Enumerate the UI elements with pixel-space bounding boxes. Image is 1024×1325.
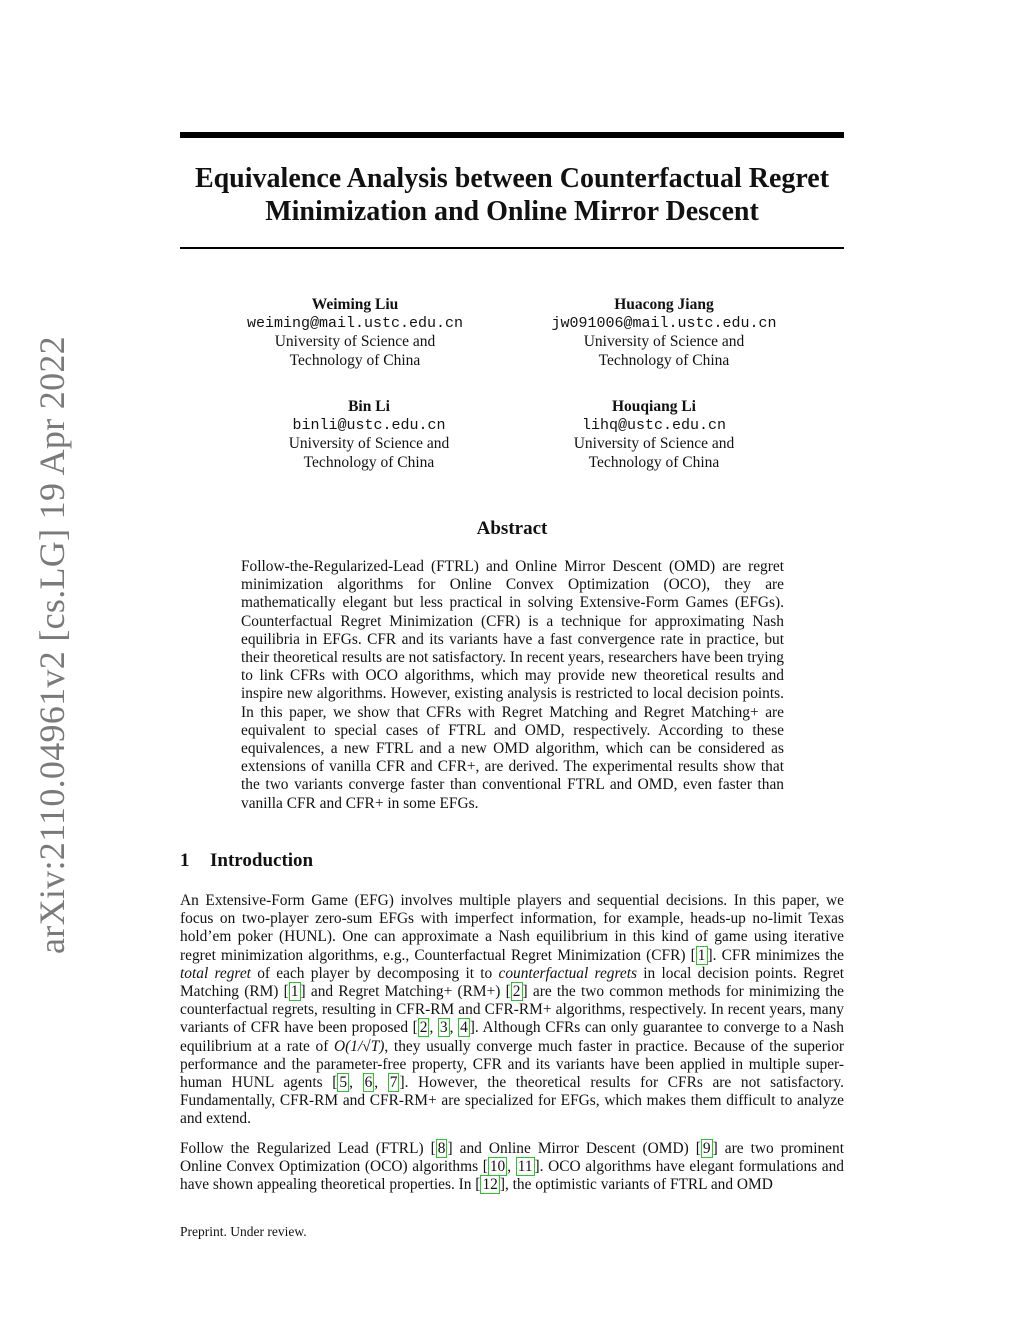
citation-link[interactable]: 7 xyxy=(389,1074,398,1092)
author-name: Houqiang Li xyxy=(612,398,696,415)
author-name: Bin Li xyxy=(348,398,390,415)
intro-paragraph-1: An Extensive-Form Game (EFG) involves multiple players and sequential decisions. In this paper, we focus on two-player zero-sum EFGs with imperfect information, for example, heads-up no-limit Texas hold’em poker (HUNL). One can approximate a Nash equilibrium in this kind of game using iterative regret minimization algorithms, e.g., Counterfactual Regret Minimization (CFR) [ 1 ]. CFR minimizes the total regret of each player by decomposing it to counterfactual regrets in local decision points. Regret Matching (RM) [ 1 ] and Regret Matching+ (RM+) [ 2 ] are the two common methods for minimizing the counterfactual regrets, resulting in CFR-RM and CFR-RM+ algorithms, respectively. In recent years, many variants of CFR have been proposed [ 2 , 3 , 4 ]. Although CFRs can only guarantee to converge to a Nash equilibrium at a rate of O(1/√T), they usually converge much faster in practice. Because of the superior performance and the parameter-free property, CFR and its variants have been applied in multiple super-human HUNL agents [ 5 , 6 , 7 ]. However, the theoretical results for CFRs are not satisfactory. Fundamentally, CFR-RM and CFR-RM+ are specialized for EFGs, which makes them difficult to analyze and extend. xyxy=(180,892,845,1128)
author-affiliation: University of Science and xyxy=(274,333,436,350)
citation-link[interactable]: 11 xyxy=(517,1158,533,1176)
abstract-text: Follow-the-Regularized-Lead (FTRL) and Online Mirror Descent (OMD) are regret minimization algorithms for Online Convex Optimization (OCO), they are mathematically elegant but less practical in solving Extensive-Form Games (EFGs). Counterfactual Regret Minimization (CFR) is a technique for approximating Nash equilibria in EFGs. CFR and its variants have a fast convergence rate in practice, but their theoretical results are not satisfactory. In recent years, researchers have been trying to link CFRs with OCO algorithms, which may provide new theoretical results and inspire new algorithms. However, existing analysis is restricted to local decision points. In this paper, we show that CFRs with Regret Matching and Regret Matching+ are equivalent to special cases of FTRL and OMD, respectively. According to these equivalences, a new FTRL and a new OMD algorithm, which can be considered as extensions of vanilla CFR and CFR+, are derived. The experimental results show that the two variants converge faster than conventional FTRL and OMD, even faster than vanilla CFR and CFR+ in some EFGs. xyxy=(241,558,784,812)
title-line-1: Equivalence Analysis between Counterfactual Regret xyxy=(194,163,830,194)
abstract-heading: Abstract xyxy=(476,518,548,539)
author-affiliation: Technology of China xyxy=(289,351,421,369)
intro-paragraph-2: Follow the Regularized Lead (FTRL) [ 8 ] and Online Mirror Descent (OMD) [ 9 ] are two prominent Online Convex Optimization (OCO) algorithms [ 10 , 11 ]. OCO algorithms have elegant formulations and have shown appealing theoretical properties. In [ 12 ], the optimistic variants of FTRL and OMD xyxy=(180,1140,844,1194)
title-top-rule xyxy=(180,132,844,138)
section-heading xyxy=(180,850,313,872)
citation-link[interactable]: 2 xyxy=(512,983,521,1001)
citation-link[interactable]: 4 xyxy=(460,1019,468,1037)
citation-link[interactable]: 1 xyxy=(290,983,299,1001)
citation-link[interactable]: 10 xyxy=(489,1158,506,1176)
footer-note: Preprint. Under review. xyxy=(180,1224,307,1239)
math-expression: O(1/√T) xyxy=(334,1037,385,1055)
arxiv-stamp: arXiv:2110.04961v2 [cs.LG] 19 Apr 2022 xyxy=(32,336,72,954)
author-email[interactable]: binli@ustc.edu.cn xyxy=(292,416,446,434)
citation-link[interactable]: 3 xyxy=(439,1019,448,1037)
author-email[interactable]: weiming@mail.ustc.edu.cn xyxy=(246,314,464,332)
paper-title xyxy=(180,162,844,228)
author-email[interactable]: lihq@ustc.edu.cn xyxy=(581,416,727,434)
author-name: Huacong Jiang xyxy=(614,296,714,313)
citation-link[interactable]: 8 xyxy=(437,1140,446,1157)
citation-link[interactable]: 9 xyxy=(702,1140,711,1157)
section-title: Introduction xyxy=(210,850,314,871)
emphasis-text: total regret xyxy=(180,964,251,982)
author-affiliation: Technology of China xyxy=(588,453,720,471)
title-bottom-rule xyxy=(180,247,844,249)
author-block-1 xyxy=(200,296,510,370)
author-affiliation: University of Science and xyxy=(288,435,450,452)
citation-link[interactable]: 1 xyxy=(697,946,706,964)
citation-link[interactable]: 12 xyxy=(482,1176,498,1194)
author-affiliation: University of Science and xyxy=(573,435,735,452)
citation-link[interactable]: 5 xyxy=(339,1074,348,1092)
author-email[interactable]: jw091006@mail.ustc.edu.cn xyxy=(551,314,777,332)
author-name: Weiming Liu xyxy=(311,296,399,313)
emphasis-text: counterfactual regrets xyxy=(498,964,637,982)
author-affiliation: Technology of China xyxy=(303,453,435,471)
citation-link[interactable]: 6 xyxy=(364,1074,373,1092)
author-affiliation: University of Science and xyxy=(583,333,745,350)
citation-link[interactable]: 2 xyxy=(419,1019,428,1037)
author-block-4 xyxy=(499,398,809,472)
author-block-3 xyxy=(214,398,524,472)
author-affiliation: Technology of China xyxy=(598,351,730,369)
author-block-2 xyxy=(509,296,819,370)
title-line-2: Minimization and Online Mirror Descent xyxy=(265,196,759,227)
section-number: 1 xyxy=(180,850,190,871)
